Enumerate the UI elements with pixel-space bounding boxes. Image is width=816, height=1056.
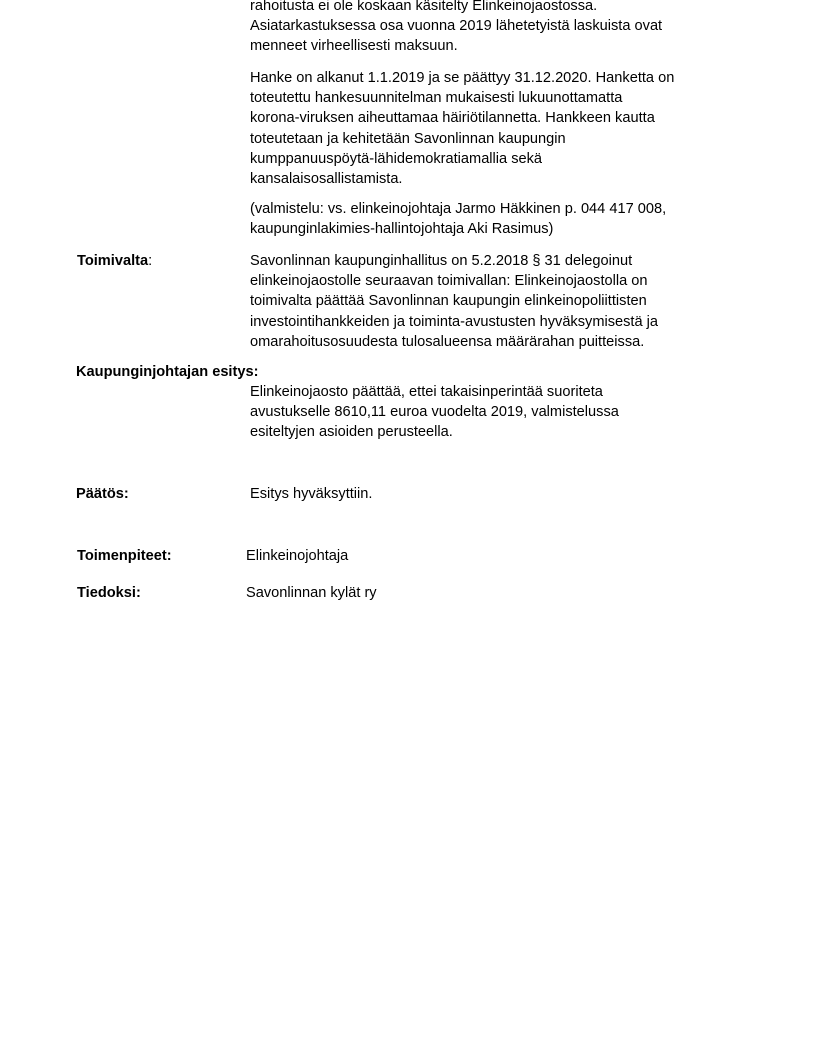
esitys-text: Elinkeinojaosto päättää, ettei takaisinperintää suoriteta avustukselle 8610,11 euroa vuodelta 2019, valmistelussa esiteltyjen asioiden perusteella. xyxy=(250,384,619,441)
toimenpiteet-text: Elinkeinojohtaja xyxy=(246,548,349,564)
preparer-note-text: (valmistelu: vs. elinkeinojohtaja Jarmo Häkkinen p. 044 417 008, kaupunginlakimies-hallintojohtaja Aki Rasimus) xyxy=(250,201,667,238)
esitys-section xyxy=(250,382,730,443)
toimivalta-section xyxy=(250,251,730,352)
paatos-label: Päätös: xyxy=(76,486,129,502)
preparer-note xyxy=(250,199,730,239)
toimivalta-colon: : xyxy=(148,253,153,269)
toimivalta-heading xyxy=(77,251,152,271)
project-paragraph-text: Hanke on alkanut 1.1.2019 ja se päättyy 31.12.2020. Hanketta on toteutettu hankesuunnitelman mukaisesti lukuunottamatta korona-viruksen aiheuttamaa häiriötilannetta. Hankkeen kautta toteutetaan ja kehitetään Savonlinnan kaupungin kumppanuuspöytä-lähidemokratiamallia sekä kansalaisosallistamista. xyxy=(250,70,675,188)
paatos-text: Esitys hyväksyttiin. xyxy=(250,486,373,502)
tiedoksi-label: Tiedoksi: xyxy=(77,585,141,601)
toimivalta-label: Toimivalta xyxy=(77,253,149,269)
toimenpiteet-label: Toimenpiteet: xyxy=(77,548,172,564)
intro-continuation xyxy=(250,0,730,57)
toimivalta-text: Savonlinnan kaupunginhallitus on 5.2.2018 § 31 delegoinut elinkeinojaostolle seuraavan toimivallan: Elinkeinojaostolla on toimivalta päättää Savonlinnan kaupungin elinkeinopoliittisten investointihankkeiden ja toiminta-avustusten hyväksymisestä ja omarahoitusosuudesta tulosalueensa määrärahan puitteissa. xyxy=(250,253,659,350)
tiedoksi-text: Savonlinnan kylät ry xyxy=(246,585,377,601)
project-paragraph xyxy=(250,68,730,189)
intro-continuation-text: rahoitusta ei ole koskaan käsitelty Elinkeinojaostossa. Asiatarkastuksessa osa vuonna 2019 lähetetyistä laskuista ovat menneet virheellisesti maksuun. xyxy=(250,0,663,55)
esitys-label: Kaupunginjohtajan esitys: xyxy=(76,364,259,380)
